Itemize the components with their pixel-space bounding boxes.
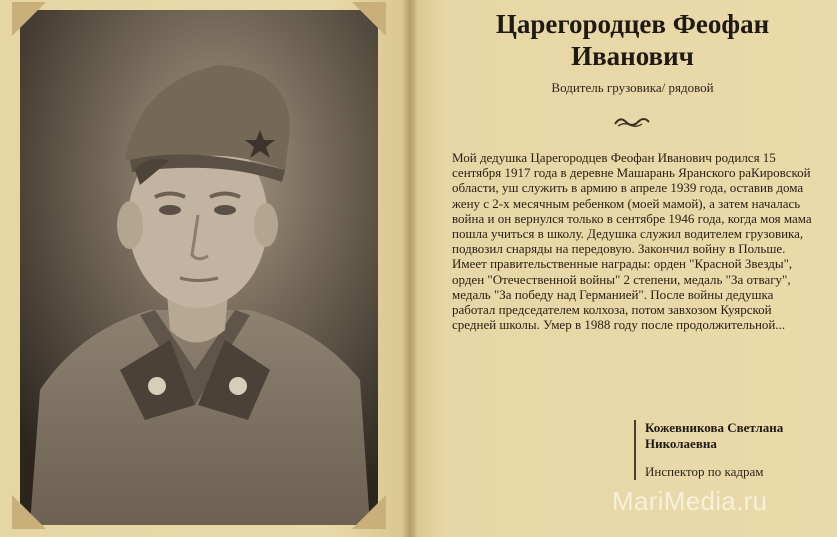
soldier-portrait-image	[20, 10, 378, 525]
soldier-portrait-photo	[20, 10, 378, 525]
photo-corner-top-left	[12, 2, 46, 36]
soldier-biography: Мой дедушка Царегородцев Феофан Иванович родился 15 сентября 1917 года в деревне Машарань Яранского раКировской области, уш служить в армию в апреле 1939 года, оставив дома жену с 2-х месячным ребенком (моей мамой), а затем началась война и он вернулся только в сентябре 1946 года, когда моя мама пошла учиться в школу. Дедушка служил водителем грузовика, подвозил снаряды на передовую. Закончил войну в Польше. Имеет правительственные награды: орден "Красной Звезды", орден "Отечественной войны" 2 степени, медаль "За отвагу", медаль "За победу над Германией". После войны дедушка работал председателем колхоза, потом завхозом Куярской средней школы. Умер в 1988 году после продолжительной...	[452, 150, 812, 333]
photo-corner-top-right	[352, 2, 386, 36]
author-block	[634, 420, 815, 480]
soldier-name: Царегородцев Феофан Иванович	[495, 9, 770, 71]
author-name: Кожевникова Светлана Николаевна	[645, 420, 784, 451]
author-position: Инспектор по кадрам	[645, 464, 764, 479]
ornament-divider-icon	[612, 112, 652, 132]
site-watermark: MariMedia.ru	[612, 486, 768, 516]
photo-corner-bottom-right	[352, 495, 386, 529]
book-spine	[402, 0, 418, 537]
soldier-rank: Водитель грузовика/ рядовой	[551, 80, 714, 95]
photo-corner-bottom-left	[12, 495, 46, 529]
